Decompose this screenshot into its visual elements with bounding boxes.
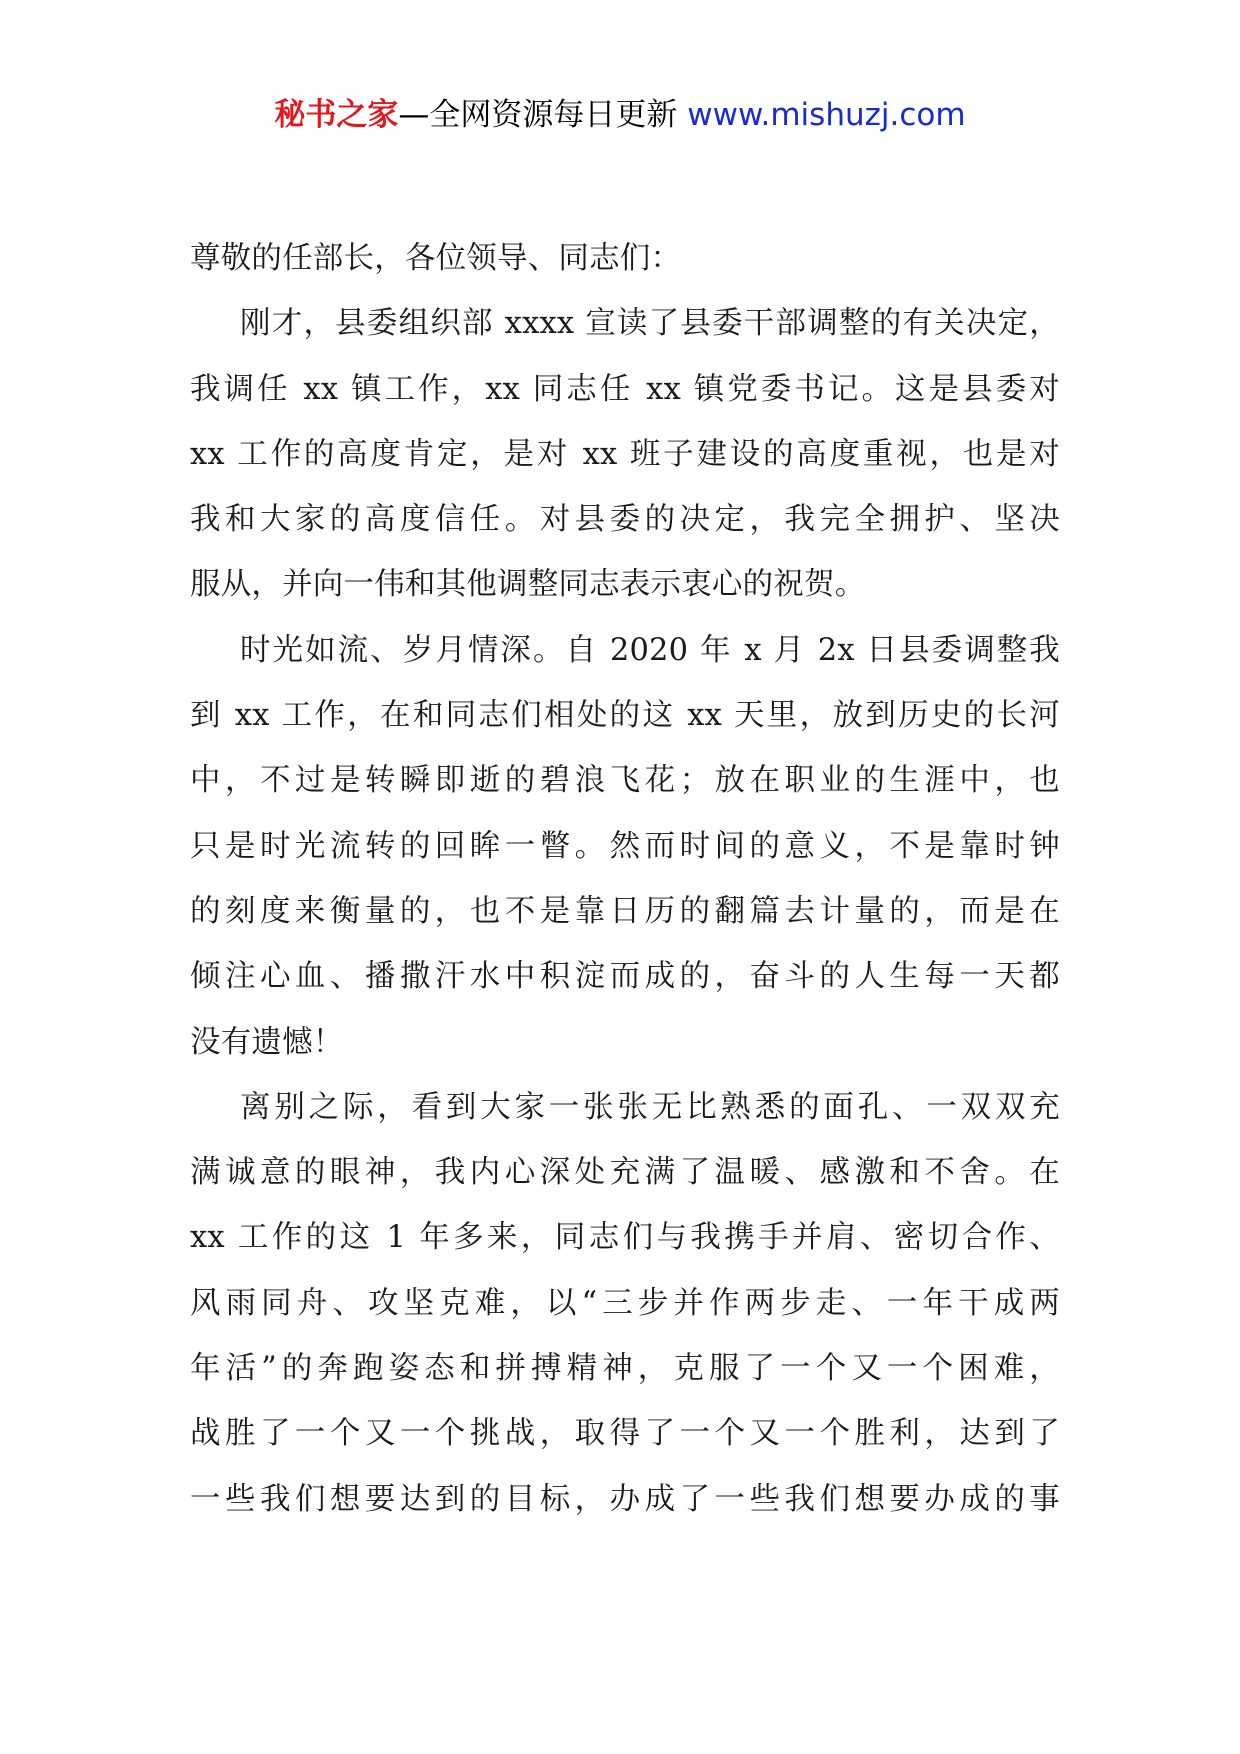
site-header	[0, 95, 1240, 135]
site-url-link[interactable]: www.mishuzj.com	[687, 97, 966, 133]
site-brand: 秘书之家	[274, 97, 399, 133]
paragraph-1-line: xx 工作的高度肯定，是对 xx 班子建设的高度重视，也是对	[190, 436, 1060, 472]
document-body	[190, 226, 1060, 1532]
paragraph-3-line: 一些我们想要达到的目标，办成了一些我们想要办成的事	[190, 1481, 1060, 1517]
paragraph-1-line: 服从，并向一伟和其他调整同志表示衷心的祝贺。	[190, 567, 866, 603]
paragraph-3-line: 满诚意的眼神，我内心深处充满了温暖、感激和不舍。在	[190, 1155, 1060, 1191]
paragraph-3-line: 战胜了一个又一个挑战，取得了一个又一个胜利，达到了	[190, 1416, 1060, 1452]
paragraph-2-line: 的刻度来衡量的，也不是靠日历的翻篇去计量的，而是在	[190, 893, 1060, 929]
paragraph-3-line: xx 工作的这 1 年多来，同志们与我携手并肩、密切合作、	[190, 1220, 1060, 1256]
paragraph-3-line: 年活”的奔跑姿态和拼搏精神，克服了一个又一个困难，	[190, 1351, 1060, 1387]
paragraph-2-line: 没有遗憾！	[190, 1024, 344, 1060]
paragraph-2-line: 时光如流、岁月情深。自 2020 年 x 月 2x 日县委调整我	[240, 632, 1060, 668]
salutation: 尊敬的任部长，各位领导、同志们：	[190, 241, 682, 276]
paragraph-2-line: 倾注心血、播撒汗水中积淀而成的，奋斗的人生每一天都	[190, 959, 1060, 995]
paragraph-3-line: 离别之际，看到大家一张张无比熟悉的面孔、一双双充	[240, 1089, 1060, 1125]
paragraph-1-line: 我和大家的高度信任。对县委的决定，我完全拥护、坚决	[190, 502, 1060, 538]
paragraph-2-line: 只是时光流转的回眸一瞥。然而时间的意义，不是靠时钟	[190, 828, 1060, 864]
paragraph-2-line: 中，不过是转瞬即逝的碧浪飞花；放在职业的生涯中，也	[190, 763, 1060, 799]
site-tagline: —全网资源每日更新	[398, 97, 688, 133]
paragraph-1-line: 我调任 xx 镇工作，xx 同志任 xx 镇党委书记。这是县委对	[190, 371, 1060, 407]
paragraph-1-line: 刚才，县委组织部 xxxx 宣读了县委干部调整的有关决定，	[240, 306, 1060, 342]
paragraph-3-line: 风雨同舟、攻坚克难，以“三步并作两步走、一年干成两	[190, 1285, 1060, 1321]
paragraph-2-line: 到 xx 工作，在和同志们相处的这 xx 天里，放到历史的长河	[190, 698, 1060, 734]
